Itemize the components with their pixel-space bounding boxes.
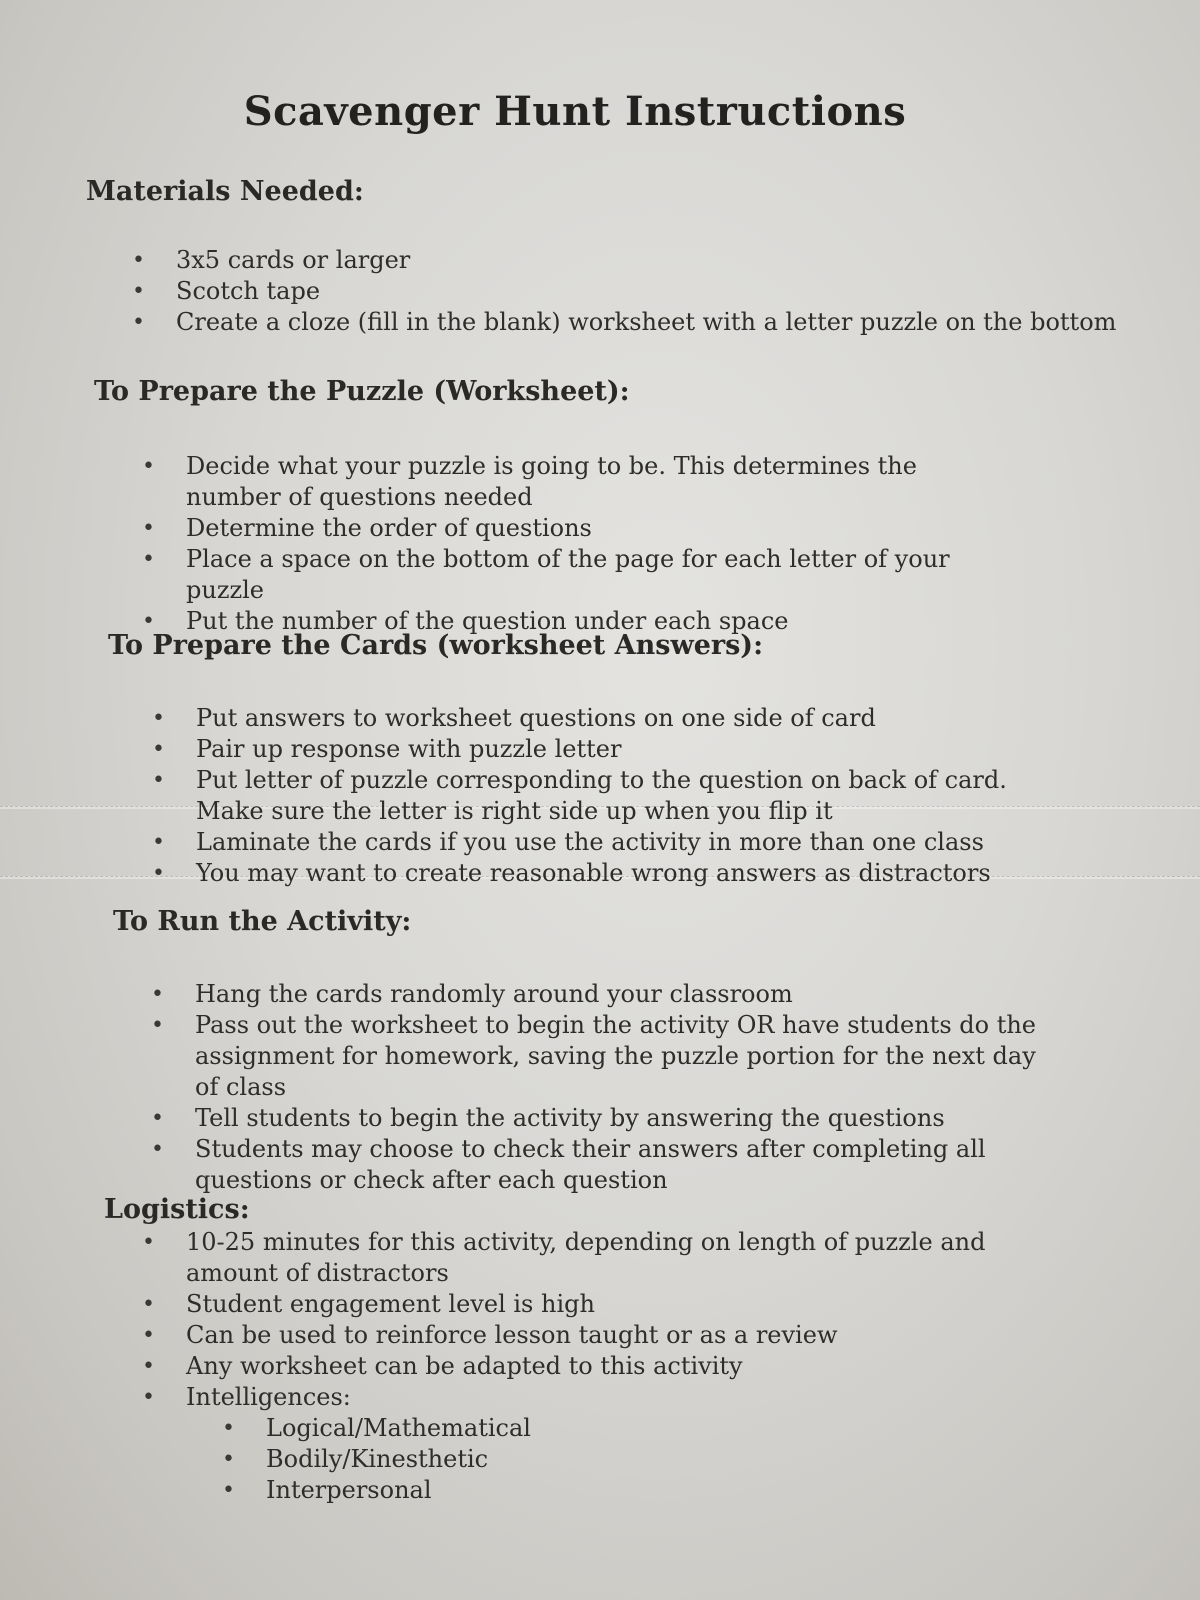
list-item: • You may want to create reasonable wrong answers as distractors [144,858,1024,889]
section-heading: To Prepare the Puzzle (Worksheet): [94,376,630,407]
list-item: • Students may choose to check their answers after completing all questions or check after each question [143,1134,1043,1196]
list-item: • Tell students to begin the activity by answering the questions [143,1103,1043,1134]
list-item: • 10-25 minutes for this activity, depending on length of puzzle and amount of distractors [134,1227,1034,1289]
list-item: • Pair up response with puzzle letter [144,734,1024,765]
sub-list-item: • Bodily/Kinesthetic [214,1444,1034,1475]
section-heading: To Run the Activity: [113,906,412,937]
section-heading: Materials Needed: [86,176,364,207]
list-item: • Determine the order of questions [134,513,994,544]
list-item: • Scotch tape [124,276,1086,307]
intelligences-label: Intelligences: [186,1383,351,1411]
section-run-activity [113,906,1113,1196]
bullet-list [124,245,1117,338]
sub-bullet-list [214,1413,1034,1506]
bullet-list [134,1227,1034,1506]
page-title: Scavenger Hunt Instructions [243,88,907,135]
list-item: • Pass out the worksheet to begin the activity OR have students do the assignment for homework, saving the puzzle portion for the next day of class [143,1010,1043,1103]
section-logistics [104,1194,1104,1506]
list-item: • Put answers to worksheet questions on one side of card [144,703,1024,734]
list-item: • Put the number of the question under each space [134,606,994,637]
list-item: • Can be used to reinforce lesson taught or as a review [134,1320,1034,1351]
list-item: • Place a space on the bottom of the page for each letter of your puzzle [134,544,994,606]
list-item: • Any worksheet can be adapted to this activity [134,1351,1034,1382]
list-item: • 3x5 cards or larger [124,245,1086,276]
section-materials [86,176,1117,338]
list-item [134,1382,1034,1506]
bullet-list [134,451,994,637]
list-item: • Decide what your puzzle is going to be. This determines the number of questions needed [134,451,994,513]
list-item: • Student engagement level is high [134,1289,1034,1320]
bullet-list [143,979,1043,1196]
list-item: • Create a cloze (fill in the blank) worksheet with a letter puzzle on the bottom [124,307,1086,338]
section-prepare-puzzle [94,376,1094,637]
section-heading: To Prepare the Cards (worksheet Answers): [108,630,764,661]
bullet-list [144,703,1024,889]
section-prepare-cards [108,630,1108,889]
list-item: • Hang the cards randomly around your classroom [143,979,1043,1010]
sub-list-item: • Interpersonal [214,1475,1034,1506]
list-item: • Laminate the cards if you use the activity in more than one class [144,827,1024,858]
sub-list-item: • Logical/Mathematical [214,1413,1034,1444]
list-item: • Put letter of puzzle corresponding to the question on back of card. Make sure the letter is right side up when you flip it [144,765,1024,827]
section-heading: Logistics: [104,1194,250,1225]
